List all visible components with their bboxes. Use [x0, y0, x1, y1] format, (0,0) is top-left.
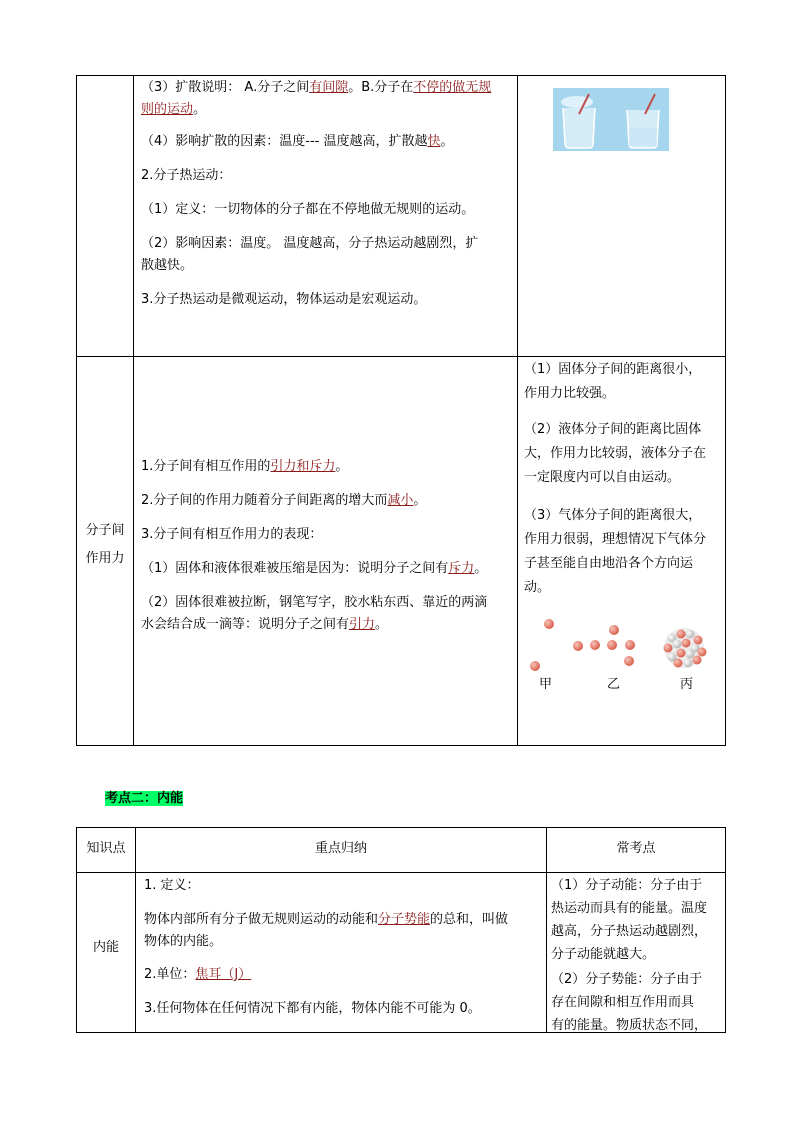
- diffusion-explain: （3）扩散说明： A.分子之间有间隙。B.分子在不停的做无规 则的运动。: [141, 80, 492, 117]
- states-liquid: （2）液体分子间的距离比固体 大，作用力比较弱，液体分子在 一定限度内可以自由运动。: [524, 422, 707, 485]
- kinetic-energy-note: （1）分子动能：分子由于 热运动而具有的能量。温度 越高，分子热运动越剧烈， 分子动能就越大。: [551, 878, 708, 962]
- header-knowledge: 知识点: [86, 841, 126, 856]
- thermal-factor: （2）影响因素：温度。 温度越高，分子热运动越剧烈，扩 散越快。: [141, 236, 479, 273]
- header-exam-points: 常考点: [616, 841, 656, 856]
- t1-bottom: [76, 745, 725, 746]
- solid-molecules: [664, 628, 707, 668]
- thermal-note: 3.分子热运动是微观运动，物体运动是宏观运动。: [141, 292, 427, 307]
- ie-note: 3.任何物体在任何情况下都有内能，物体内能不可能为 0。: [144, 1001, 481, 1016]
- thermal-title: 2.分子热运动：: [141, 168, 232, 183]
- force-line-3: 3.分子间有相互作用力的表现：: [141, 527, 323, 542]
- states-gas: （3）气体分子间的距离很大， 作用力很弱，理想情况下气体分 子甚至能自由地沿各个方向运 动。: [524, 508, 707, 595]
- diffusion-factor: （4）影响扩散的因素：温度--- 温度越高，扩散越快。: [141, 134, 454, 149]
- force-line-4: （1）固体和液体很难被压缩是因为：说明分子之间有斥力。: [141, 561, 488, 576]
- force-line-1: 1.分子间有相互作用的引力和斥力。: [141, 459, 349, 474]
- t1-mid: [76, 356, 725, 357]
- ie-def: 物体内部所有分子做无规则运动的动能和分子势能的总和，叫做 物体的内能。: [144, 912, 509, 949]
- t1-col2: [517, 75, 518, 746]
- fig-label-bing: 丙: [680, 677, 694, 692]
- section-title: 考点二：内能: [105, 791, 184, 806]
- t2-header-bottom: [76, 872, 725, 873]
- fig-label-yi: 乙: [607, 677, 621, 692]
- t1-left: [76, 75, 77, 746]
- liquid-molecules: [590, 625, 635, 666]
- row-label-internal-energy: 内能: [92, 940, 119, 955]
- fig-label-jia: 甲: [539, 677, 553, 692]
- force-line-5: （2）固体很难被拉断，钢笔写字，胶水粘东西、靠近的两滴 水会结合成一滴等：说明分子之间有引力。: [141, 595, 488, 632]
- force-line-2: 2.分子间的作用力随着分子间距离的增大而减小。: [141, 493, 427, 508]
- t2-right: [725, 827, 726, 1033]
- row-label-force: 分子间 作用力: [85, 523, 125, 566]
- ie-def-title: 1. 定义：: [144, 878, 200, 893]
- states-solid: （1）固体分子间的距离很小， 作用力比较强。: [524, 362, 702, 401]
- t1-right: [725, 75, 726, 746]
- beaker-diffusion-image: [553, 88, 669, 151]
- gas-molecules: [530, 619, 583, 671]
- header-summary: 重点归纳: [314, 841, 367, 856]
- potential-energy-note: （2）分子势能：分子由于 存在间隙和相互作用而具 有的能量。物质状态不同，: [551, 972, 708, 1033]
- thermal-def: （1）定义：一切物体的分子都在不停地做无规则的运动。: [141, 202, 475, 217]
- t1-top: [76, 75, 725, 76]
- t2-top: [76, 827, 725, 828]
- t1-col1: [133, 75, 134, 746]
- ie-unit: 2.单位：焦耳（J）: [144, 967, 252, 982]
